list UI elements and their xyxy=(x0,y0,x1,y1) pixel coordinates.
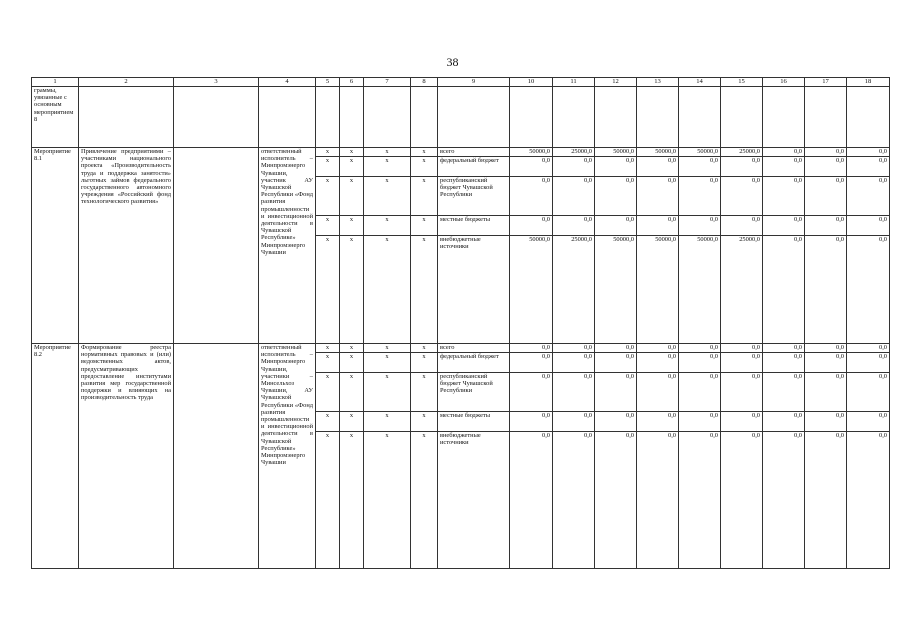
amount-cell: 0,0 xyxy=(510,177,553,216)
mark-cell: x xyxy=(340,236,364,344)
mark-cell: x xyxy=(411,353,438,373)
amount-cell: 0,0 xyxy=(763,157,805,177)
amount-cell: 0,0 xyxy=(510,373,553,412)
amount-cell: 0,0 xyxy=(847,432,890,569)
header-cell: 13 xyxy=(637,78,679,87)
amount-cell: 25000,0 xyxy=(721,148,763,157)
header-cell: 12 xyxy=(595,78,637,87)
mark-cell: x xyxy=(316,177,340,216)
funding-source: местные бюджеты xyxy=(438,216,510,236)
amount-cell: 50000,0 xyxy=(595,148,637,157)
amount-cell: 0,0 xyxy=(510,157,553,177)
amount-cell: 0,0 xyxy=(847,344,890,353)
amount-cell: 0,0 xyxy=(847,148,890,157)
amount-cell: 0,0 xyxy=(763,236,805,344)
mark-cell: x xyxy=(411,344,438,353)
amount-cell: 0,0 xyxy=(847,177,890,216)
amount-cell: 0,0 xyxy=(721,157,763,177)
mark-cell: x xyxy=(340,373,364,412)
amount-cell: 0,0 xyxy=(510,344,553,353)
column-number-row xyxy=(32,78,890,87)
mark-cell: x xyxy=(340,353,364,373)
amount-cell: 0,0 xyxy=(679,177,721,216)
amount-cell: 0,0 xyxy=(721,373,763,412)
amount-cell: 0,0 xyxy=(595,344,637,353)
header-cell: 6 xyxy=(340,78,364,87)
mark-cell: x xyxy=(411,216,438,236)
amount-cell: 0,0 xyxy=(637,344,679,353)
amount-cell: 0,0 xyxy=(553,412,595,432)
funding-source: местные бюджеты xyxy=(438,412,510,432)
amount-cell: 0,0 xyxy=(847,373,890,412)
mark-cell: x xyxy=(316,157,340,177)
amount-cell: 0,0 xyxy=(721,432,763,569)
amount-cell: 0,0 xyxy=(595,157,637,177)
header-cell: 16 xyxy=(763,78,805,87)
amount-cell: 0,0 xyxy=(847,236,890,344)
amount-cell: 0,0 xyxy=(595,353,637,373)
amount-cell: 0,0 xyxy=(553,432,595,569)
amount-cell: 25000,0 xyxy=(721,236,763,344)
funding-source: республиканский бюджет Чувашской Республики xyxy=(438,373,510,412)
mark-cell: x xyxy=(364,373,411,412)
amount-cell: 0,0 xyxy=(637,177,679,216)
header-cell: 14 xyxy=(679,78,721,87)
mark-cell: x xyxy=(364,148,411,157)
mark-cell: x xyxy=(340,412,364,432)
mark-cell: x xyxy=(364,353,411,373)
mark-cell: x xyxy=(364,157,411,177)
amount-cell: 0,0 xyxy=(721,412,763,432)
amount-cell: 0,0 xyxy=(679,157,721,177)
mark-cell: x xyxy=(340,432,364,569)
funding-source: внебюджетные источники xyxy=(438,236,510,344)
mark-cell: x xyxy=(411,432,438,569)
amount-cell: 50000,0 xyxy=(637,236,679,344)
amount-cell: 0,0 xyxy=(553,216,595,236)
amount-cell: 0,0 xyxy=(763,344,805,353)
amount-cell: 0,0 xyxy=(637,216,679,236)
funding-source: внебюджетные источники xyxy=(438,432,510,569)
amount-cell: 0,0 xyxy=(763,353,805,373)
header-cell: 11 xyxy=(553,78,595,87)
event-code: Мероприятие 8.1 xyxy=(32,148,79,344)
event-name: Формирование реестра нормативных правовых и (или) ведомственных актов, предусматривающих предоставление институтами развития мер государственной поддержки и влияющих на производительность труда xyxy=(79,344,174,569)
amount-cell: 0,0 xyxy=(679,432,721,569)
amount-cell: 0,0 xyxy=(679,353,721,373)
amount-cell: 0,0 xyxy=(805,373,847,412)
amount-cell: 0,0 xyxy=(763,177,805,216)
page-number: 38 xyxy=(446,55,459,69)
mark-cell: x xyxy=(364,216,411,236)
mark-cell: x xyxy=(364,236,411,344)
amount-cell: 0,0 xyxy=(763,148,805,157)
amount-cell: 0,0 xyxy=(637,373,679,412)
mark-cell: x xyxy=(340,216,364,236)
amount-cell: 50000,0 xyxy=(595,236,637,344)
amount-cell: 0,0 xyxy=(637,412,679,432)
mark-cell: x xyxy=(316,344,340,353)
amount-cell: 0,0 xyxy=(847,216,890,236)
amount-cell: 50000,0 xyxy=(679,148,721,157)
amount-cell: 0,0 xyxy=(679,373,721,412)
amount-cell: 0,0 xyxy=(721,344,763,353)
event-executor: ответственный исполнитель – Минпромэнерго Чувашии, участник АУ Чувашской Республики «Фонд развития промышленности и инвестиционной деятельности в Чувашской Республике» Минпромэнерго Чувашии xyxy=(259,148,316,344)
funding-source: федеральный бюджет xyxy=(438,157,510,177)
header-cell: 8 xyxy=(411,78,438,87)
amount-cell: 0,0 xyxy=(805,412,847,432)
amount-cell: 0,0 xyxy=(553,177,595,216)
amount-cell: 50000,0 xyxy=(679,236,721,344)
funding-row xyxy=(32,344,890,353)
header-cell: 4 xyxy=(259,78,316,87)
amount-cell: 0,0 xyxy=(510,412,553,432)
amount-cell: 0,0 xyxy=(721,216,763,236)
amount-cell: 0,0 xyxy=(763,412,805,432)
mark-cell: x xyxy=(364,432,411,569)
funding-row xyxy=(32,148,890,157)
amount-cell: 0,0 xyxy=(679,344,721,353)
amount-cell: 0,0 xyxy=(805,353,847,373)
amount-cell: 0,0 xyxy=(679,216,721,236)
mark-cell: x xyxy=(316,432,340,569)
amount-cell: 0,0 xyxy=(553,344,595,353)
amount-cell: 0,0 xyxy=(679,412,721,432)
mark-cell: x xyxy=(316,148,340,157)
mark-cell: x xyxy=(340,148,364,157)
event-col3 xyxy=(174,344,259,569)
funding-source: федеральный бюджет xyxy=(438,353,510,373)
amount-cell: 0,0 xyxy=(805,148,847,157)
header-cell: 2 xyxy=(79,78,174,87)
funding-source: республиканский бюджет Чувашской Республики xyxy=(438,177,510,216)
continuation-text: граммы, увязанные с основным мероприятием 8 xyxy=(32,87,79,148)
amount-cell: 0,0 xyxy=(595,177,637,216)
mark-cell: x xyxy=(316,236,340,344)
funding-source: всего xyxy=(438,344,510,353)
mark-cell: x xyxy=(411,148,438,157)
amount-cell: 0,0 xyxy=(805,236,847,344)
mark-cell: x xyxy=(316,412,340,432)
event-executor: ответственный исполнитель – Минпромэнерго Чувашии, участники – Минсельхоз Чувашии, АУ Чувашской Республики «Фонд развития промышленности и инвестиционной деятельности в Чувашской Республике» Минпромэнерго Чувашии xyxy=(259,344,316,569)
amount-cell: 0,0 xyxy=(553,353,595,373)
funding-source: всего xyxy=(438,148,510,157)
amount-cell: 0,0 xyxy=(805,157,847,177)
amount-cell: 0,0 xyxy=(510,432,553,569)
amount-cell: 0,0 xyxy=(637,353,679,373)
program-table xyxy=(31,77,890,569)
mark-cell: x xyxy=(364,344,411,353)
mark-cell: x xyxy=(316,353,340,373)
amount-cell: 0,0 xyxy=(595,432,637,569)
amount-cell: 0,0 xyxy=(805,344,847,353)
amount-cell: 0,0 xyxy=(510,353,553,373)
amount-cell: 0,0 xyxy=(595,373,637,412)
mark-cell: x xyxy=(340,157,364,177)
amount-cell: 0,0 xyxy=(805,216,847,236)
continuation-row xyxy=(32,87,890,148)
amount-cell: 25000,0 xyxy=(553,236,595,344)
mark-cell: x xyxy=(411,157,438,177)
mark-cell: x xyxy=(411,373,438,412)
amount-cell: 0,0 xyxy=(763,216,805,236)
header-cell: 17 xyxy=(805,78,847,87)
amount-cell: 0,0 xyxy=(510,216,553,236)
events-body xyxy=(32,148,890,569)
amount-cell: 0,0 xyxy=(763,432,805,569)
amount-cell: 0,0 xyxy=(553,157,595,177)
amount-cell: 0,0 xyxy=(805,432,847,569)
mark-cell: x xyxy=(364,177,411,216)
header-cell: 9 xyxy=(438,78,510,87)
amount-cell: 0,0 xyxy=(847,353,890,373)
amount-cell: 0,0 xyxy=(595,216,637,236)
amount-cell: 25000,0 xyxy=(553,148,595,157)
mark-cell: x xyxy=(411,412,438,432)
header-cell: 15 xyxy=(721,78,763,87)
amount-cell: 0,0 xyxy=(595,412,637,432)
amount-cell: 0,0 xyxy=(847,157,890,177)
amount-cell: 0,0 xyxy=(637,432,679,569)
mark-cell: x xyxy=(340,344,364,353)
amount-cell: 0,0 xyxy=(763,373,805,412)
amount-cell: 0,0 xyxy=(637,157,679,177)
mark-cell: x xyxy=(411,236,438,344)
header-cell: 3 xyxy=(174,78,259,87)
header-cell: 10 xyxy=(510,78,553,87)
amount-cell: 0,0 xyxy=(805,177,847,216)
amount-cell: 50000,0 xyxy=(510,236,553,344)
header-cell: 1 xyxy=(32,78,79,87)
mark-cell: x xyxy=(316,216,340,236)
amount-cell: 50000,0 xyxy=(510,148,553,157)
event-col3 xyxy=(174,148,259,344)
event-name: Привлечение предприятиями – участниками национального проекта «Производительность труда и поддержка занятости» льготных займов федерального государственного автономного учреждения «Российский фонд технологического развития» xyxy=(79,148,174,344)
amount-cell: 0,0 xyxy=(721,177,763,216)
mark-cell: x xyxy=(340,177,364,216)
mark-cell: x xyxy=(364,412,411,432)
header-cell: 5 xyxy=(316,78,340,87)
header-cell: 18 xyxy=(847,78,890,87)
mark-cell: x xyxy=(411,177,438,216)
amount-cell: 0,0 xyxy=(721,353,763,373)
event-code: Мероприятие 8.2 xyxy=(32,344,79,569)
amount-cell: 0,0 xyxy=(847,412,890,432)
mark-cell: x xyxy=(316,373,340,412)
amount-cell: 0,0 xyxy=(553,373,595,412)
header-cell: 7 xyxy=(364,78,411,87)
amount-cell: 50000,0 xyxy=(637,148,679,157)
